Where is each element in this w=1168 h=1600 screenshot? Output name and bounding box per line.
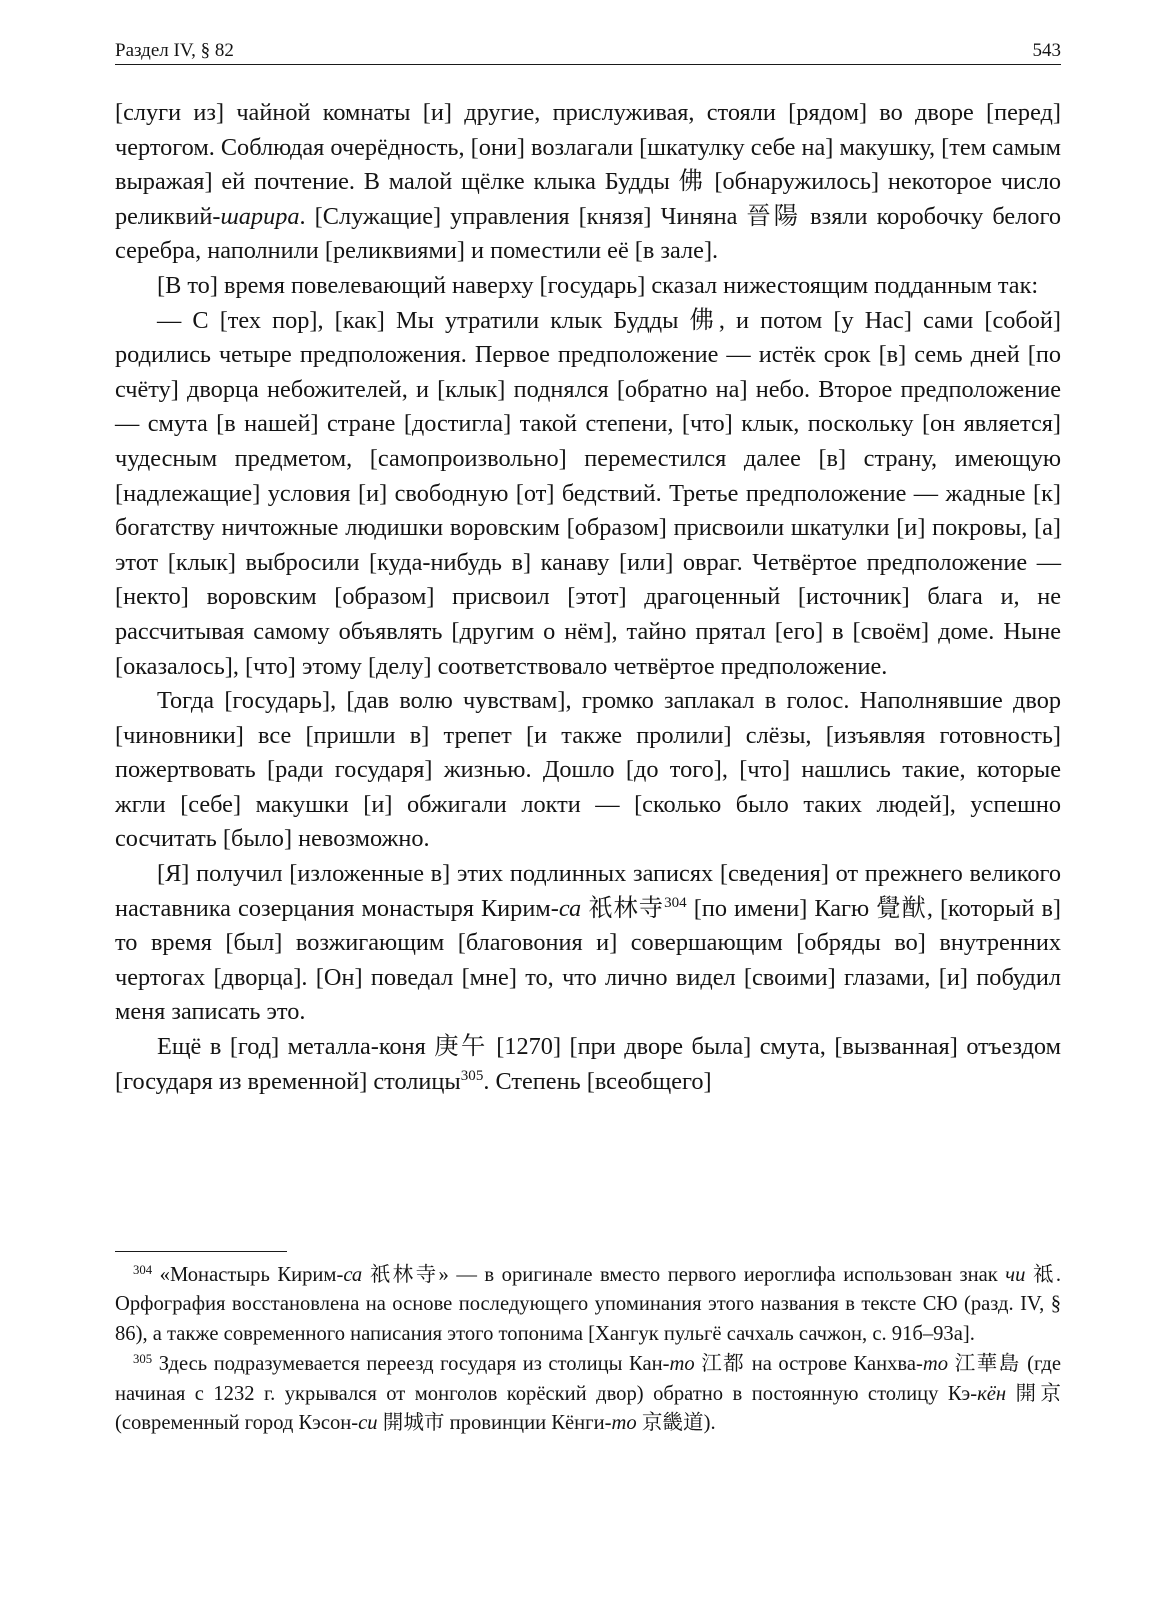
- paragraph: [слуги из] чайной комнаты [и] другие, прислуживая, стояли [рядом] во дворе [перед] чертогом. Соблюдая очерёдность, [они] возлагали [шкатулку себе на] макушку, [тем самым выражая] ей почтение. В малой щёлке клыка Будды 佛 [обнаружилось] некоторое число реликвий-шарира. [Служащие] управления [князя] Чиняна 晉陽 взяли коробочку белого серебра, наполнили [реликвиями] и поместили её [в зале].: [115, 99, 1061, 265]
- paragraph: [Я] получил [изложенные в] этих подлинных записях [сведения] от прежнего великого наставника созерцания монастыря Кирим-са 祇林寺$^{304}$ [по имени] Кагю 覺猷, [который в] то время [был] возжигающим [благовония и] совершающим [обряды во] внутренних чертогах [дворца]. [Он] поведал [мне] то, что лично видел [своими] глазами, [и] побудил меня записать это.: [115, 860, 1062, 1026]
- footnote: $^{305}$ Здесь подразумевается переезд государя из столицы Кан-то 江都 на острове Канхва-то 江華島 (где начиная с 1232 г. укрывался от монголов корёский двор) обратно в постоянную столицу Кэ-кён 開京 (современный город Кэсон-си 開城市 провинции Кёнги-то 京畿道).: [115, 1352, 1061, 1435]
- main-text: [115, 96, 1061, 1099]
- page-number: 543: [1032, 40, 1061, 61]
- footnote: $^{304}$ «Монастырь Кирим-са 祇林寺» — в оригинале вместо первого иероглифа использован знак чи 祗. Орфография восстановлена на основе последующего упоминания этого названия в тексте СЮ (разд. IV, § 86), а также современного написания этого топонима [Хангук пульгё сачхаль сачжон, с. 91б–93а].: [115, 1262, 1061, 1345]
- header-rule: [115, 64, 1061, 65]
- paragraph: [В то] время повелевающий наверху [государь] сказал нижестоящим подданным так:: [157, 271, 1039, 299]
- footnote-rule: [115, 1251, 287, 1252]
- paragraph: — С [тех пор], [как] Мы утратили клык Будды 佛, и потом [у Нас] сами [собой] родились четыре предположения. Первое предположение — истёк срок [в] семь дней [по счёту] дворца небожителей, и [клык] поднялся [обратно на] небо. Второе предположение — смута [в нашей] стране [достигла] такой степени, [что] клык, поскольку [он является] чудесным предметом, [самопроизвольно] переместился далее [в] страну, имеющую [надлежащие] условия [и] свободную [от] бедствий. Третье предположение — жадные [к] богатству ничтожные людишки воровским [образом] присвоили шкатулки [и] покровы, [а] этот [клык] выбросили [куда-нибудь в] канаву [или] овраг. Четвёртое предположение — [некто] воровским [образом] присвоил [этот] драгоценный [источник] блага и, не рассчитывая самому объявлять [другим о нём], тайно прятал [его] в [своём] доме. Ныне [оказалось], [что] этому [делу] соответствовало четвёртое предположение.: [115, 306, 1061, 680]
- running-head: [115, 30, 1061, 62]
- footnotes: [115, 1261, 1061, 1439]
- section-reference: Раздел IV, § 82: [115, 40, 234, 61]
- paragraph: Тогда [государь], [дав волю чувствам], громко заплакал в голос. Наполнявшие двор [чиновники] все [пришли в] трепет [и также пролили] слёзы, [изъявляя готовность] пожертвовать [ради государя] жизнью. Дошло [до того], [что] нашлись такие, которые жгли [себе] макушки [и] обжигали локти — [сколько было таких людей], успешно сосчитать [было] невозможно.: [115, 687, 1061, 853]
- paragraph: Ещё в [год] металла-коня 庚午 [1270] [при дворе была] смута, [вызванная] отъездом [государя из временной] столицы$^{305}$. Степень [всеобщего]: [115, 1033, 1061, 1095]
